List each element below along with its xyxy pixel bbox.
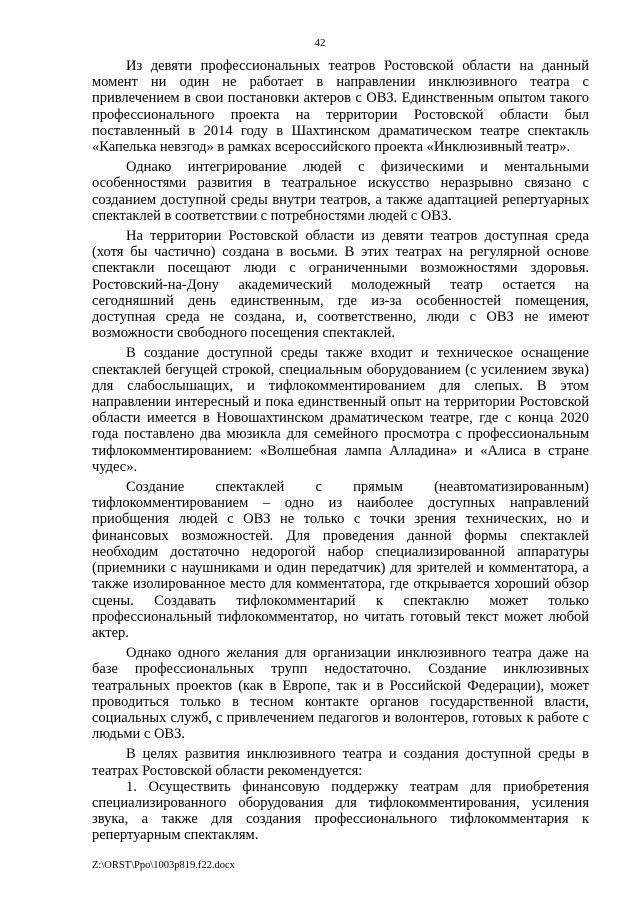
- document-body: [92, 58, 589, 844]
- paragraph-2: Однако интегрирование людей с физическими и ментальными особенностями развития в театральное искусство неразрывно связано с созданием доступной среды внутри театров, а также адаптацией репертуарных спектаклей в соответствии с потребностями людей с ОВЗ.: [92, 159, 589, 224]
- paragraph-5: Создание спектаклей с прямым (неавтоматизированным) тифлокомментированием – одно из наиболее доступных направлений приобщения людей с ОВЗ не только с точки зрения технических, но и финансовых возможностей. Для проведения данной формы спектаклей необходим достаточно недорогой набор специализированной аппаратуры (приемники с наушниками и один передатчик) для зрителей и комментатора, а также изолированное место для комментатора, где открывается хороший обзор сцены. Создавать тифлокомментарий к спектаклю может только профессиональный тифлокомментатор, но читать готовый текст может любой актер.: [92, 479, 589, 641]
- paragraph-6: Однако одного желания для организации инклюзивного театра даже на базе профессиональных трупп недостаточно. Создание инклюзивных театральных проектов (как в Европе, так и в Российской Федерации), может проводиться только в тесном контакте органов государственной власти, социальных служб, с привлечением педагогов и волонтеров, готовых к работе с людьми с ОВЗ.: [92, 645, 589, 743]
- paragraph-7: В целях развития инклюзивного театра и создания доступной среды в театрах Ростовской области рекомендуется:: [92, 746, 589, 779]
- footer-file-path: Z:\ORST\Ppo\1003p819.f22.docx: [92, 860, 235, 871]
- recommendation-item-1: 1. Осуществить финансовую поддержку театрам для приобретения специализированного оборудования для тифлокомментирования, усиления звука, а также для создания профессионального тифлокомментария к репертуарным спектаклям.: [92, 778, 589, 844]
- page-number: 42: [314, 37, 326, 49]
- paragraph-1: Из девяти профессиональных театров Ростовской области на данный момент ни один не работает в направлении инклюзивного театра с привлечением в свои постановки актеров с ОВЗ. Единственным опытом такого профессионального проекта на территории Ростовской области был поставленный в 2014 году в Шахтинском драматическом театре спектакль «Капелька невзгод» в рамках всероссийского проекта «Инклюзивный театр».: [92, 58, 589, 156]
- paragraph-3: На территории Ростовской области из девяти театров доступная среда (хотя бы частично) создана в восьми. В этих театрах на регулярной основе спектакли посещают люди с ограниченными возможностями здоровья. Ростовский-на-Дону академический молодежный театр остается на сегодняшний день единственным, где из-за особенностей помещения, доступная среда не создана, и, соответственно, люди с ОВЗ не имеют возможности свободного посещения спектаклей.: [92, 228, 589, 342]
- paragraph-4: В создание доступной среды также входит и техническое оснащение спектаклей бегущей строкой, специальным оборудованием (с усилением звука) для слабослышащих, и тифлокомментированием для слепых. В этом направлении интересный и пока единственный опыт на территории Ростовской области имеется в Новошахтинском драматическом театре, где с конца 2020 года поставлено два мюзикла для семейного просмотра с профессиональным тифлокомментированием: «Волшебная лампа Алладина» и «Алиса в стране чудес».: [92, 345, 589, 475]
